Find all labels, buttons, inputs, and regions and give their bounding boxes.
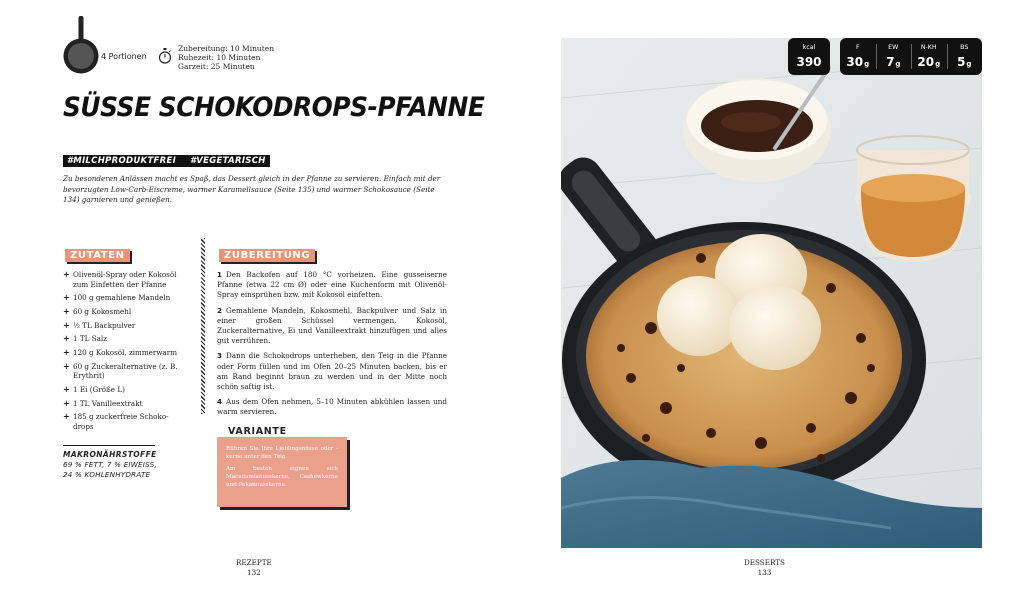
nutrition-value: 7 (886, 55, 895, 69)
frying-pan-icon (62, 16, 100, 74)
tag-bar (63, 155, 270, 167)
recipe-photo (561, 38, 982, 548)
kcal-badge (788, 38, 830, 75)
ingredient-item: + 1 TL Vanilleextrakt (63, 399, 181, 409)
hatched-divider (201, 238, 205, 414)
nutrition-cell (911, 38, 947, 75)
nutrition-unit: g (966, 60, 972, 68)
nutrition-value: 20 (917, 55, 935, 69)
tag-vegetarian: #VEGETARISCH (190, 156, 266, 166)
nutrition-unit: g (935, 60, 941, 68)
macros-value: 69 % FETT, 7 % EIWEISS, 24 % KOHLENHYDRATE (63, 460, 157, 479)
step-2 (217, 306, 447, 347)
macros-heading: MAKRONÄHRSTOFFE (63, 450, 157, 459)
ingredient-item: + 120 g Kokosöl, zimmerwarm (63, 348, 181, 358)
nutrition-cell (788, 38, 830, 75)
variant-text: Rühren Sie Ihre Lieblingsnüsse oder -kerne unter den Teig. (226, 446, 338, 460)
time-info (178, 44, 274, 71)
step-text: Aus dem Ofen nehmen, 5–10 Minuten abkühlen lassen und warm servieren. (217, 397, 447, 417)
footer-left (236, 558, 272, 578)
variant-box (217, 437, 347, 507)
ingredient-item: + 60 g Zuckeralternative (z. B. Erythrit) (63, 362, 181, 381)
step-text: Gemahlene Mandeln, Kokosmehl, Backpulver und Salz in einer großen Schüssel vermengen. Kokosöl, Zuckeralternative, Ei und Vanilleextrakt hinzufügen und alles gut verrühren. (217, 305, 447, 346)
portions-text: 4 Portionen (101, 52, 147, 61)
macro-divider (63, 445, 155, 446)
recipe-title: SÜSSE SCHOKODROPS-PFANNE (63, 92, 485, 123)
step-3 (217, 351, 447, 392)
step-text: Dann die Schokodrops unterheben, den Teig in die Pfanne oder Form füllen und im Ofen 20–25 Minuten backen, bis er am Rand beginnt braun zu werden und in der Mitte noch schön saftig ist. (217, 351, 447, 392)
preparation-heading: ZUBEREITUNG (219, 249, 315, 262)
ingredient-item: + 60 g Kokosmehl (63, 307, 181, 317)
macro-badges (840, 38, 982, 75)
nutrition-cell (947, 38, 983, 75)
step-4 (217, 397, 447, 417)
step-text: Den Backofen auf 180 °C vorheizen. Eine gusseiserne Pfanne (etwa 22 cm Ø) oder eine Kuchenform mit Olivenöl-Spray einsprühen bzw. mit Kokosöl einfetten. (217, 270, 447, 300)
ingredient-item: + 185 g zuckerfreie Schokodrops (63, 412, 181, 431)
step-1 (217, 270, 447, 301)
ingredient-item: + Olivenöl-Spray oder Kokosöl zum Einfetten der Pfanne (63, 270, 181, 289)
nutrition-value: 30 (846, 55, 864, 69)
page-number: 133 (757, 568, 772, 577)
intro-text: Zu besonderen Anlässen macht es Spaß, das Dessert gleich in der Pfanne zu servieren. Einfach mit der bevorzugten Low-Carb-Eiscreme, warmer Karamellsauce (Seite 135) und warmer Schokosauce (Seite 134) garnieren und genießen. (63, 174, 441, 204)
nutrition-label: F (855, 44, 860, 51)
tag-dairy-free: #MILCHPRODUKTFREI (67, 156, 177, 166)
prep-time: Zubereitung: 10 Minuten (178, 44, 275, 53)
nutrition-cell (840, 38, 876, 75)
nutrition-label: N-KH (920, 44, 937, 51)
preparation-steps (217, 270, 447, 423)
nutrition-unit: g (895, 60, 901, 68)
nutrition-unit: g (864, 60, 870, 68)
nutrition-value: 5 (957, 55, 966, 69)
nutrition-label: EW (888, 44, 899, 51)
nutrition-label: BS (960, 44, 969, 51)
ingredient-item: + 1 TL Salz (63, 334, 181, 344)
nutrition-value: 390 (796, 55, 822, 69)
footer-section: DESSERTS (744, 558, 785, 567)
ingredient-list (63, 270, 181, 435)
ingredient-item: + ½ TL Backpulver (63, 321, 181, 331)
step-number: 4 (217, 397, 223, 407)
cook-time: Garzeit: 25 Minuten (178, 62, 255, 71)
variant-text: Am besten eignen sich Macadamianusskerne, Cashewkerne und Pekannusskerne. (226, 466, 338, 488)
page-number: 132 (247, 568, 261, 577)
step-number: 3 (217, 351, 223, 361)
rest-time: Ruhezeit: 10 Minuten (178, 53, 261, 62)
ingredient-item: + 1 Ei (Größe L) (63, 385, 181, 395)
nutrition-cell (876, 38, 912, 75)
footer-right (744, 558, 785, 578)
footer-section: REZEPTE (236, 558, 272, 567)
variant-heading: VARIANTE (228, 426, 287, 437)
ingredients-heading: ZUTATEN (65, 249, 130, 262)
step-number: 1 (217, 270, 223, 279)
stopwatch-icon (158, 48, 172, 64)
step-number: 2 (217, 305, 223, 315)
ingredient-item: + 100 g gemahlene Mandeln (63, 293, 181, 303)
nutrition-label: kcal (802, 44, 816, 51)
